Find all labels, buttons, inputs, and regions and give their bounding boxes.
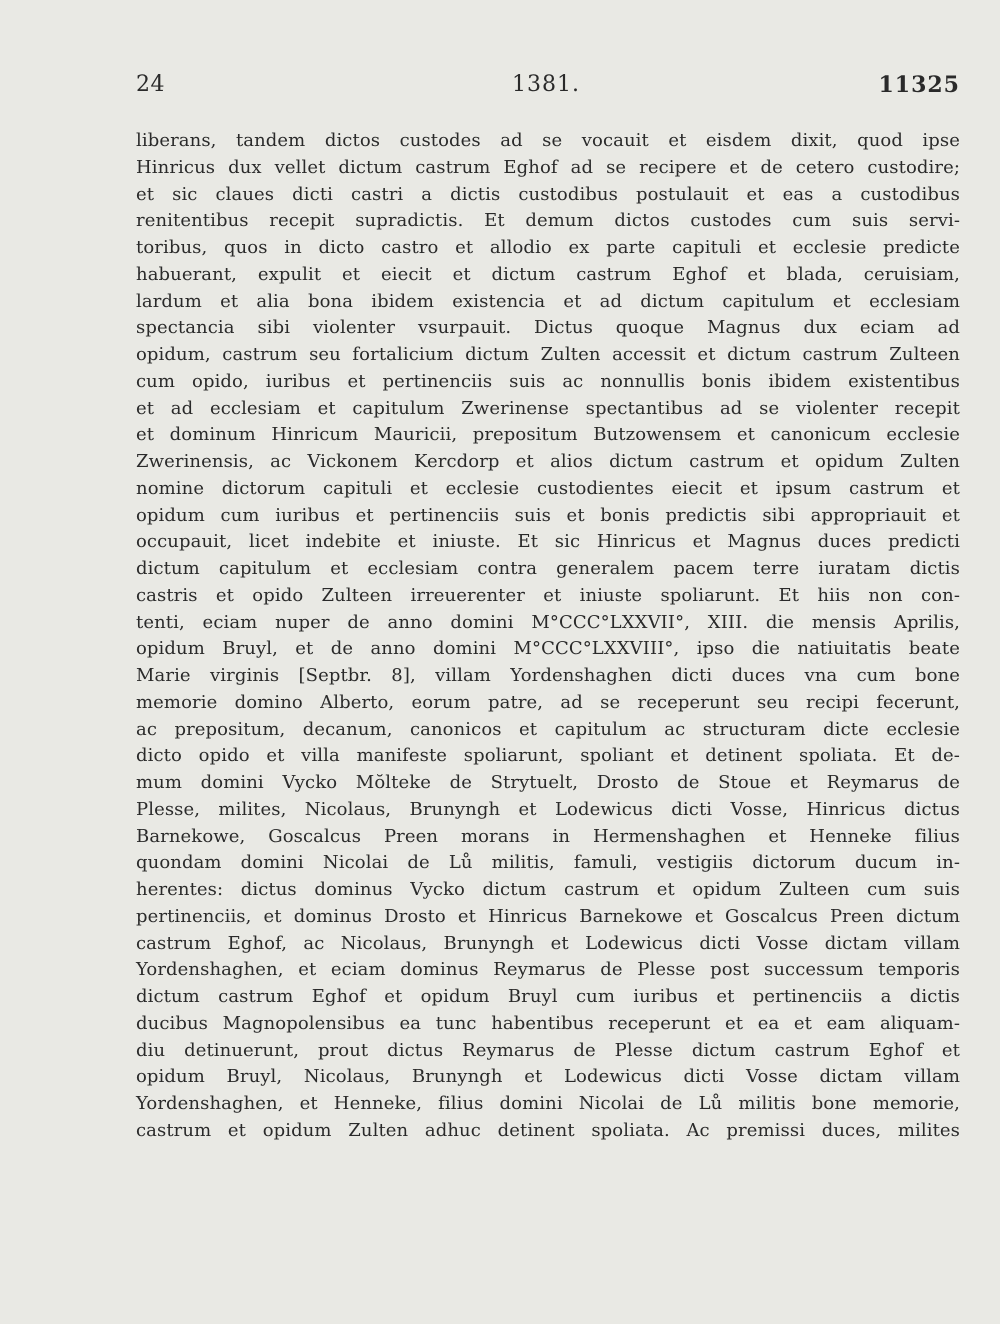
- text-line: diu detinuerunt, prout dictus Reymarus de Plesse dictum castrum Eghof et: [136, 1039, 960, 1061]
- text-line: habuerant, expulit et eiecit et dictum castrum Eghof et blada, ceruisiam,: [136, 263, 960, 285]
- text-line: opidum cum iuribus et pertinenciis suis et bonis predictis sibi appropriauit et: [136, 504, 960, 526]
- text-line: quondam domini Nicolai de Lů militis, famuli, vestigiis dictorum ducum in-: [136, 852, 960, 874]
- text-line: opidum Bruyl, Nicolaus, Brunyngh et Lodewicus dicti Vosse dictam villam: [136, 1066, 960, 1088]
- text-line: renitentibus recepit supradictis. Et demum dictos custodes cum suis servi-: [136, 210, 960, 232]
- running-head-year: 1381.: [512, 72, 580, 97]
- text-line: castris et opido Zulteen irreuerenter et iniuste spoliarunt. Et hiis non con-: [136, 584, 960, 606]
- page-number: 24: [136, 72, 165, 97]
- text-line: memorie domino Alberto, eorum patre, ad se receperunt seu recipi fecerunt,: [136, 691, 960, 713]
- text-line: dicto opido et villa manifeste spoliarunt, spoliant et detinent spoliata. Et de-: [136, 745, 960, 767]
- text-line: opidum, castrum seu fortalicium dictum Zulten accessit et dictum castrum Zulteen: [136, 344, 960, 365]
- text-line: liberans, tandem dictos custodes ad se vocauit et eisdem dixit, quod ipse: [136, 130, 960, 151]
- text-line: nomine dictorum capituli et ecclesie custodientes eiecit et ipsum castrum et: [136, 477, 960, 499]
- text-line: herentes: dictus dominus Vycko dictum castrum et opidum Zulteen cum suis: [136, 879, 960, 900]
- text-line: Yordenshaghen, et Henneke, filius domini Nicolai de Lů militis bone memorie,: [136, 1093, 960, 1114]
- text-line: occupauit, licet indebite et iniuste. Et sic Hinricus et Magnus duces predicti: [136, 531, 960, 553]
- text-line: mum domini Vycko Mŏlteke de Strytuelt, Drosto de Stoue et Reymarus de: [136, 772, 960, 793]
- text-line: tenti, eciam nuper de anno domini M°CCC°LXXVII°, XIII. die mensis Aprilis,: [136, 611, 960, 633]
- text-line: castrum Eghof, ac Nicolaus, Brunyngh et Lodewicus dicti Vosse dictam villam: [136, 932, 960, 954]
- text-line: spectancia sibi violenter vsurpauit. Dictus quoque Magnus dux eciam ad: [136, 317, 960, 339]
- text-line: Barnekowe, Goscalcus Preen morans in Hermenshaghen et Henneke filius: [136, 825, 960, 847]
- page-header: [136, 72, 960, 108]
- text-line: et sic claues dicti castri a dictis custodibus postulauit et eas a custodibus: [136, 183, 960, 205]
- text-line: opidum Bruyl, et de anno domini M°CCC°LXXVIII°, ipso die natiuitatis beate: [136, 638, 960, 660]
- text-line: castrum et opidum Zulten adhuc detinent spoliata. Ac premissi duces, milites: [136, 1119, 960, 1141]
- text-line: Marie virginis [Septbr. 8], villam Yordenshaghen dicti duces vna cum bone: [136, 665, 960, 686]
- text-line: pertinenciis, et dominus Drosto et Hinricus Barnekowe et Goscalcus Preen dictum: [136, 905, 960, 927]
- text-line: lardum et alia bona ibidem existencia et ad dictum capitulum et ecclesiam: [136, 290, 960, 312]
- text-line: toribus, quos in dicto castro et allodio ex parte capituli et ecclesie predicte: [136, 237, 960, 258]
- text-line: Plesse, milites, Nicolaus, Brunyngh et Lodewicus dicti Vosse, Hinricus dictus: [136, 798, 960, 820]
- text-line: ducibus Magnopolensibus ea tunc habentibus receperunt et ea et eam aliquam-: [136, 1012, 960, 1034]
- text-line: ac prepositum, decanum, canonicos et capitulum ac structuram dicte ecclesie: [136, 718, 960, 740]
- body-text: [136, 128, 960, 1145]
- text-line: Yordenshaghen, et eciam dominus Reymarus de Plesse post successum temporis: [136, 959, 960, 981]
- document-number: 11325: [878, 72, 960, 98]
- text-line: dictum capitulum et ecclesiam contra generalem pacem terre iuratam dictis: [136, 558, 960, 579]
- text-line: et ad ecclesiam et capitulum Zwerinense spectantibus ad se violenter recepit: [136, 397, 960, 419]
- text-line: cum opido, iuribus et pertinenciis suis ac nonnullis bonis ibidem existentibus: [136, 370, 960, 392]
- text-line: dictum castrum Eghof et opidum Bruyl cum iuribus et pertinenciis a dictis: [136, 986, 960, 1007]
- text-line: Hinricus dux vellet dictum castrum Eghof ad se recipere et de cetero custodire;: [136, 156, 960, 178]
- text-line: Zwerinensis, ac Vickonem Kercdorp et alios dictum castrum et opidum Zulten: [136, 451, 960, 472]
- text-line: et dominum Hinricum Mauricii, prepositum Butzowensem et canonicum ecclesie: [136, 424, 960, 446]
